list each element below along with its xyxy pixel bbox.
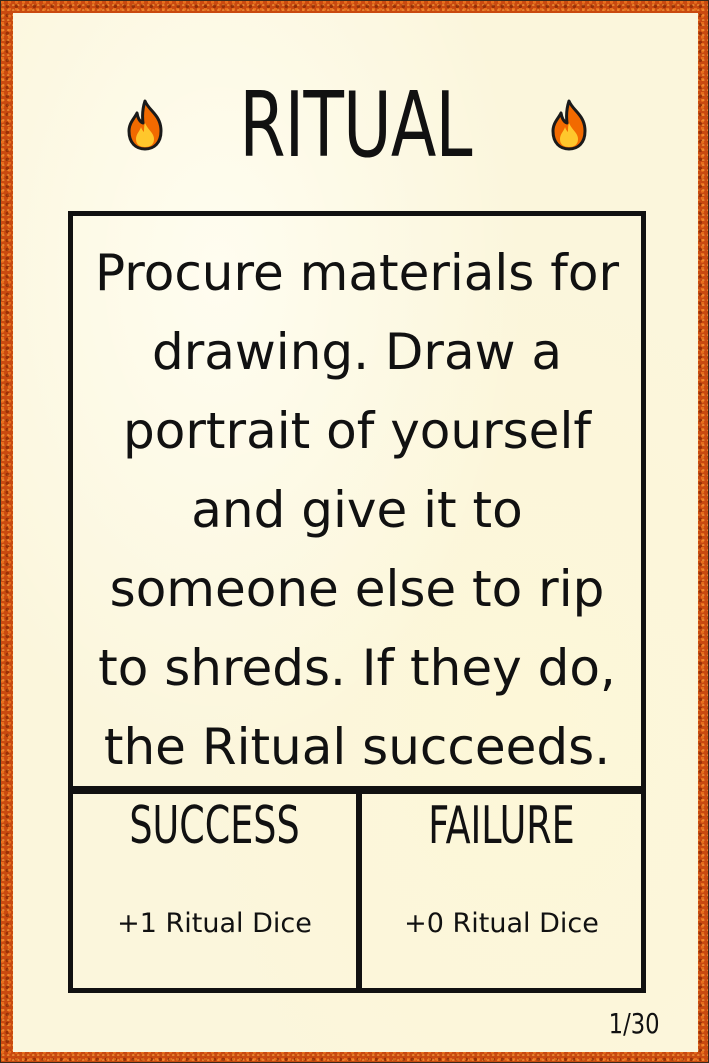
failure-section (362, 794, 641, 988)
card-title: RITUAL (239, 73, 472, 178)
failure-heading: FAILURE (428, 796, 575, 856)
card-face (13, 13, 698, 1052)
success-heading: SUCCESS (129, 796, 300, 856)
ritual-panel (68, 211, 646, 993)
title-row (13, 71, 698, 181)
success-result: +1 Ritual Dice (117, 908, 312, 939)
fire-icon (549, 99, 589, 151)
failure-result: +0 Ritual Dice (404, 908, 599, 939)
success-section (73, 794, 356, 988)
divider (73, 786, 641, 794)
ritual-instructions: Procure materials for drawing. Draw a portrait of yourself and give it to someone else to rip to shreds. If they do, the Ritual succeeds. (95, 244, 619, 776)
card-counter: 1/30 (609, 1007, 660, 1040)
